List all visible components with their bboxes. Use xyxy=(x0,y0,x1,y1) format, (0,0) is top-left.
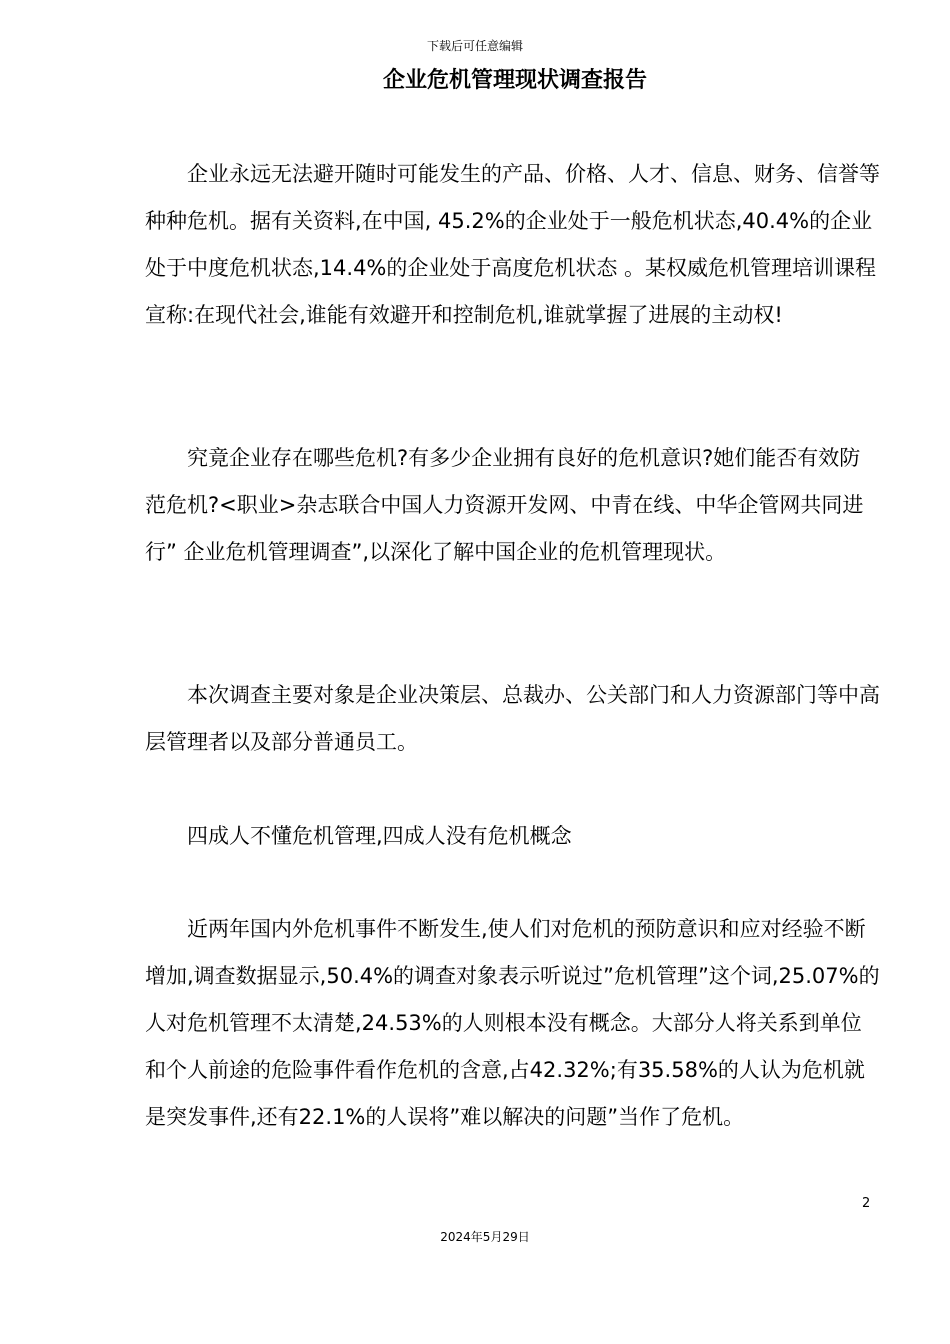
paragraph-text: 究竟企业存在哪些危机?有多少企业拥有良好的危机意识?她们能否有效防范危机?<职业>杂志联合中国人力资源开发网、中青在线、中华企管网共同进行” 企业危机管理调查”,以深化了解中国企业的危机管理现状。 xyxy=(145,446,864,564)
section-heading xyxy=(145,813,880,860)
header-note: 下载后可任意编辑 xyxy=(426,39,523,53)
paragraph-intro xyxy=(145,151,880,339)
paragraph-survey-purpose xyxy=(145,435,880,576)
paragraph-text: 本次调查主要对象是企业决策层、总裁办、公关部门和人力资源部门等中高层管理者以及部分普通员工。 xyxy=(145,683,880,754)
paragraph-text: 企业永远无法避开随时可能发生的产品、价格、人才、信息、财务、信誉等种种危机。据有关资料,在中国, 45.2%的企业处于一般危机状态,40.4%的企业处于中度危机状态,14.4%的企业处于高度危机状态 。某权威危机管理培训课程宣称:在现代社会,谁能有效避开和控制危机,谁就掌握了进展的主动权! xyxy=(145,162,880,327)
page-number: 2 xyxy=(862,1196,871,1211)
paragraph-survey-findings xyxy=(145,906,880,1141)
footer-date: 2024年5月29日 xyxy=(440,1230,530,1244)
document-title: 企业危机管理现状调查报告 xyxy=(382,68,647,93)
paragraph-survey-subjects xyxy=(145,672,880,766)
section-heading-text: 四成人不懂危机管理,四成人没有危机概念 xyxy=(187,824,572,848)
paragraph-text: 近两年国内外危机事件不断发生,使人们对危机的预防意识和应对经验不断增加,调查数据显示,50.4%的调查对象表示听说过”危机管理”这个词,25.07%的人对危机管理不太清楚,24.53%的人则根本没有概念。大部分人将关系到单位和个人前途的危险事件看作危机的含意,占42.32%;有35.58%的人认为危机就是突发事件,还有22.1%的人误将”难以解决的问题”当作了危机。 xyxy=(145,917,880,1129)
